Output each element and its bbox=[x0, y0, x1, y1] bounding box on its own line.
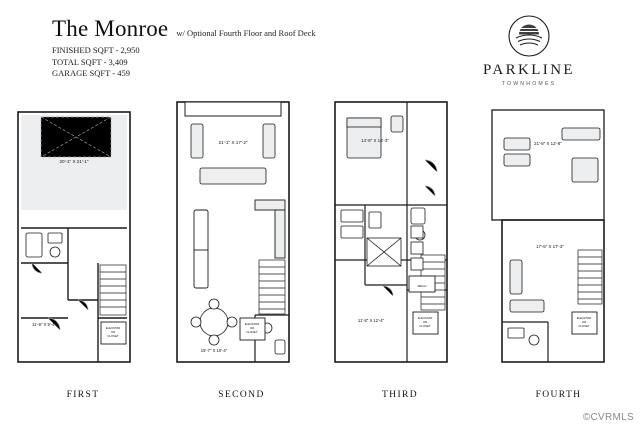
specs-list bbox=[52, 45, 472, 80]
room-label-dining: 15'-7" X 10'-4" bbox=[200, 348, 227, 353]
brand-tagline: TOWNHOMES bbox=[501, 81, 557, 87]
spec-total-sqft: TOTAL SQFT - 3,409 bbox=[52, 56, 128, 67]
room-label-elevator-2: OR bbox=[422, 320, 428, 324]
room-label-garage: 20'-1" X 21'-1" bbox=[59, 159, 89, 164]
floorplan-second bbox=[167, 100, 316, 400]
room-label-loft: 17'-5" X 17'-3" bbox=[535, 244, 564, 249]
room-label-bedroom: 11'-8" X 9'-4" bbox=[32, 322, 56, 327]
room-label-mech: MECH bbox=[417, 284, 427, 288]
floorplan-label-fourth: FOURTH bbox=[535, 390, 582, 400]
room-label-elevator-3: CLOSET bbox=[419, 324, 431, 328]
room-label-elevator-1: ELEVATOR bbox=[244, 322, 259, 326]
room-label-elevator-2: OR bbox=[581, 320, 586, 324]
page-subtitle: w/ Optional Fourth Floor and Roof Deck bbox=[176, 28, 316, 38]
floorplan-first-drawing bbox=[8, 100, 158, 375]
brand-name: PARKLINE bbox=[483, 62, 575, 78]
room-label-roof-deck: 21'-8" X 12'-8" bbox=[533, 141, 562, 146]
floorplan-first bbox=[8, 100, 157, 400]
room-label-elevator-1: ELEVATOR bbox=[105, 326, 121, 330]
floorplans-row bbox=[8, 100, 632, 400]
floorplan-third-drawing bbox=[325, 100, 475, 375]
sun-over-water-icon bbox=[507, 14, 551, 58]
room-label-bedroom: 11'-8" X 12'-4" bbox=[357, 318, 385, 323]
floorplan-third bbox=[325, 100, 474, 400]
room-label-elevator-2: OR bbox=[249, 326, 254, 330]
spec-finished-sqft: FINISHED SQFT - 2,950 bbox=[52, 45, 140, 55]
watermark: ©CVRMLS bbox=[582, 412, 634, 423]
floorplan-fourth bbox=[484, 100, 633, 400]
floorplan-label-third: THIRD bbox=[381, 390, 419, 400]
room-label-elevator-2: OR bbox=[110, 330, 116, 334]
page-title: The Monroe bbox=[52, 16, 169, 41]
sheet-header bbox=[52, 16, 472, 80]
floorplan-second-drawing bbox=[167, 100, 317, 375]
room-label-great-room: 21'-1" X 17'-2" bbox=[217, 140, 248, 145]
floorplan-fourth-drawing bbox=[484, 100, 634, 375]
room-label-owners-suite: 14'-8" X 16'-3" bbox=[361, 138, 389, 143]
spec-garage-sqft: GARAGE SQFT - 459 bbox=[52, 68, 131, 78]
floorplan-label-first: FIRST bbox=[66, 390, 100, 400]
title-row bbox=[52, 16, 472, 42]
room-label-elevator-3: CLOSET bbox=[245, 330, 258, 334]
brand-logo bbox=[470, 14, 588, 87]
room-label-elevator-3: CLOSET bbox=[107, 334, 119, 338]
room-label-elevator-1: ELEVATOR bbox=[576, 316, 591, 320]
room-label-elevator-3: CLOSET bbox=[577, 324, 590, 328]
floorplan-label-second: SECOND bbox=[218, 390, 265, 400]
room-label-elevator-1: ELEVATOR bbox=[417, 316, 433, 320]
